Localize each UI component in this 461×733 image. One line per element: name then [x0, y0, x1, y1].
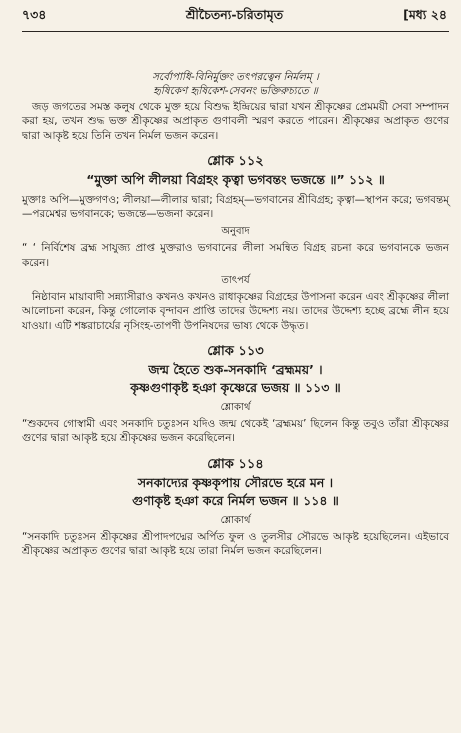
shloka-112-translation: “ ‘ নির্বিশেষ ব্রহ্ম সাযুজ্য প্রাপ্ত মুক্তরাও ভগবানের লীলা সমন্বিত বিগ্রহ রচনা করে ভগবানকে ভজন করেন। [22, 242, 449, 269]
intro-paragraph: জড় জগতের সমস্ত কলুষ থেকে মুক্ত হয়ে বিশুদ্ধ ইন্দ্রিয়ের দ্বারা যখন শ্রীকৃষ্ণের প্রেমময়ী সেবা সম্পাদন করা হয়, তখন শুদ্ধ ভক্ত শ্রীকৃষ্ণের অপ্রাকৃত গুণাবলী স্মরণ করতে পারেন। শ্রীকৃষ্ণের অপ্রাকৃত গুণের দ্বারা আকৃষ্ট হয়ে তিনি তখন নির্মল ভজন করেন। [22, 101, 449, 142]
page-header [22, 6, 447, 28]
shloka-112-synonyms: মুক্তাঃ অপি—মুক্তগণও; লীলয়া—লীলার দ্বারা; বিগ্রহম্—ভগবানের শ্রীবিগ্রহ; কৃত্বা—স্থাপন করে; ভগবন্তম্—পরমেশ্বর ভগবানকে; ভজন্তে—ভজনা করেন। [22, 193, 449, 221]
opening-verse-line-2: হৃষিকেণ হৃষিকেশ-সেবনং ভক্তিরুচ্যতে ॥ [153, 85, 318, 97]
translation-heading: অনুবাদ [221, 226, 250, 238]
shloka-113-meaning: “শুকদেব গোস্বামী এবং সনকাদি চতুঃসন যদিও জন্ম থেকেই ‘ব্রহ্মময়’ ছিলেন কিন্তু তবুও তাঁরা শ্রীকৃষ্ণের গুণের দ্বারা আকৃষ্ট হয়ে শ্রীকৃষ্ণের ভজন করেছিলেন। [22, 417, 449, 445]
header-rule [22, 31, 449, 32]
section-label: [মধ্য ২৪ [403, 7, 447, 22]
shloka-113-meaning-heading: শ্লোকার্থ [220, 401, 251, 413]
shloka-112-heading: শ্লোক ১১২ [207, 153, 264, 169]
purport-heading: তাৎপর্য [221, 275, 250, 287]
shloka-112-verse: “মুক্তা অপি লীলয়া বিগ্রহং কৃত্বা ভগবন্তং ভজন্তে ॥” ১১২ ॥ [86, 171, 385, 187]
shloka-114-meaning-heading: শ্লোকার্থ [220, 514, 251, 526]
shloka-114-line-2: গুণাকৃষ্ট হঞা করে নির্মল ভজন ॥ ১১৪ ॥ [132, 492, 339, 508]
page-body [22, 70, 449, 558]
book-title: শ্রীচৈতন্য-চরিতামৃত [185, 7, 284, 22]
opening-verse-line-1: সর্বোপাধি-বিনির্মুক্তং তৎপরত্বেন নির্মলম্ । [152, 71, 319, 83]
shloka-112-purport: নিষ্ঠাবান মায়াবাদী সন্ন্যাসীরাও কখনও কখনও রাধাকৃষ্ণের বিগ্রহের উপাসনা করেন এবং শ্রীকৃষ্ণের লীলা আলোচনা করেন, কিন্তু গোলোক বৃন্দাবন প্রাপ্তি তাদের উদ্দেশ্য নয়। তাদের উদ্দেশ্য হচ্ছে ব্রহ্মে লীন হয়ে যাওয়া। এটি শঙ্করাচার্যের নৃসিংহ-তাপণী উপনিষদের ভাষ্য থেকে উদ্ধৃত। [22, 291, 449, 332]
shloka-114-line-1: সনকাদ্যের কৃষ্ণকৃপায় সৌরভে হরে মন । [137, 474, 334, 490]
shloka-114-meaning: “সনকাদি চতুঃসন শ্রীকৃষ্ণের শ্রীপাদপদ্মের অর্পিত ফুল ও তুলসীর সৌরভে আকৃষ্ট হয়েছিলেন। এইভাবে শ্রীকৃষ্ণের অপ্রাকৃত গুণের দ্বারা আকৃষ্ট হয়ে তারা নির্মল ভজন করেছিলেন। [22, 530, 449, 557]
shloka-114-heading: শ্লোক ১১৪ [207, 456, 264, 472]
shloka-113-line-1: জন্ম হৈতে শুক-সনকাদি ‘ব্রহ্মময়’ । [148, 361, 323, 377]
page-number: ৭৩৪ [22, 7, 47, 22]
shloka-113-heading: শ্লোক ১১৩ [207, 343, 264, 359]
shloka-113-line-2: কৃষ্ণগুণাকৃষ্ট হঞা কৃষ্ণেরে ভজয় ॥ ১১৩ ॥ [130, 379, 341, 395]
